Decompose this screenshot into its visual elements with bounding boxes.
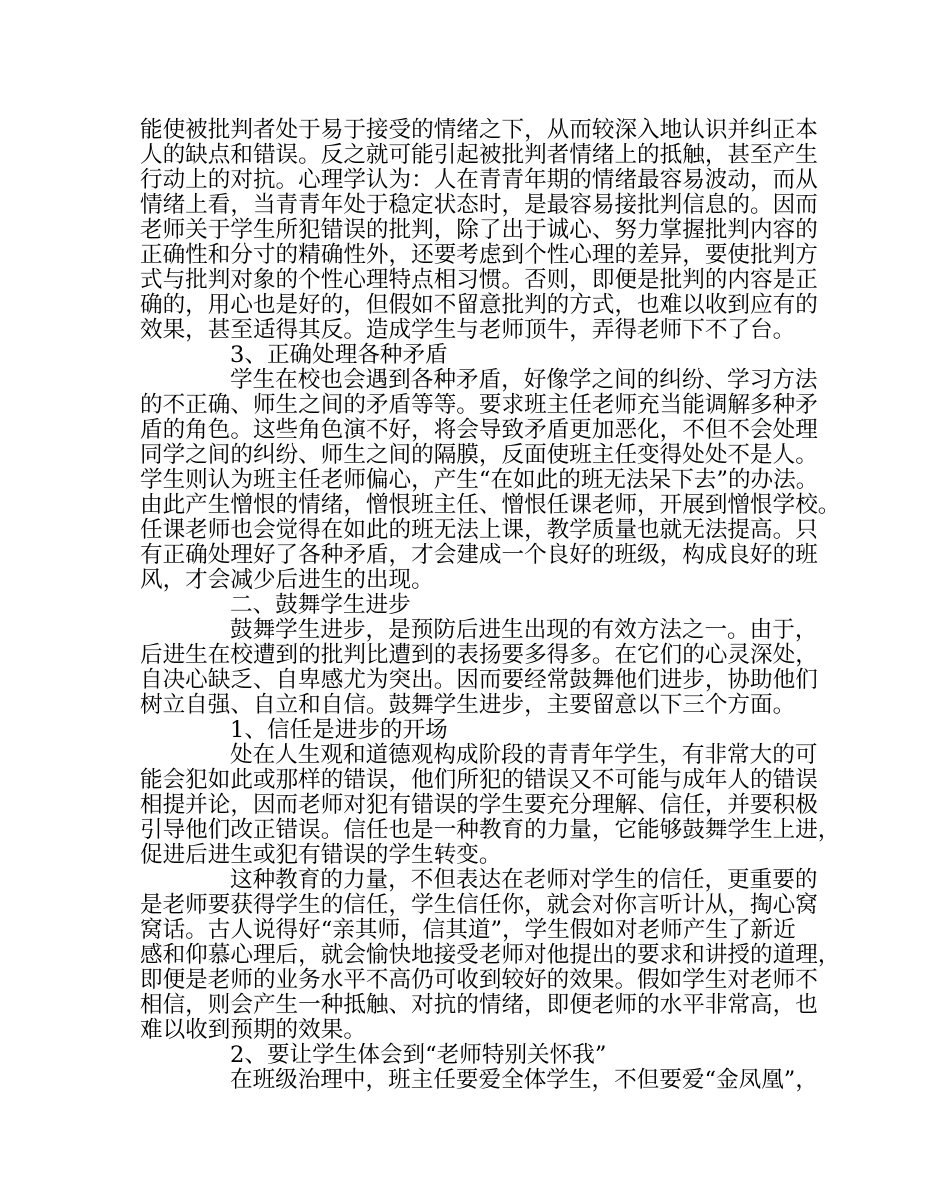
- paragraph-first-line: 鼓舞学生进步，是预防后进生出现的有效方法之一。由于，: [230, 617, 818, 643]
- text-line: 能会犯如此或那样的错误，他们所犯的错误又不可能与成年人的错误: [140, 767, 818, 793]
- paragraph-first-line: 这种教育的力量，不但表达在老师对学生的信任，更重要的: [230, 867, 818, 893]
- paragraph-first-line: 学生在校也会遇到各种矛盾，好像学之间的纠纷、学习方法: [230, 367, 818, 393]
- text-line: 确的，用心也是好的，但假如不留意批判的方式，也难以收到应有的: [140, 292, 818, 318]
- paragraph-first-line: 在班级治理中，班主任要爱全体学生，不但要爱“金凤凰”，: [230, 1067, 818, 1093]
- text-line: 难以收到预期的效果。: [140, 1017, 366, 1043]
- section-heading: 3、正确处理各种矛盾: [230, 342, 448, 368]
- text-line: 后进生在校遭到的批判比遭到的表扬要多得多。在它们的心灵深处，: [140, 642, 818, 668]
- section-heading: 二、鼓舞学生进步: [230, 592, 411, 618]
- text-line: 同学之间的纠纷、师生之间的隔膜，反面使班主任变得处处不是人。: [140, 442, 818, 468]
- text-line: 窝话。古人说得好“亲其师，信其道”，学生假如对老师产生了新近: [140, 917, 796, 943]
- text-line: 学生则认为班主任老师偏心，产生“在如此的班无法呆下去”的办法。: [140, 467, 819, 493]
- text-line: 式与批判对象的个性心理特点相习惯。否则，即便是批判的内容是正: [140, 267, 818, 293]
- text-line: 风，才会减少后进生的出现。: [140, 567, 434, 593]
- text-line: 能使被批判者处于易于接受的情绪之下，从而较深入地认识并纠正本: [140, 117, 818, 143]
- text-line: 相提并论，因而老师对犯有错误的学生要充分理解、信任，并要积极: [140, 792, 818, 818]
- text-line: 自决心缺乏、自卑感尤为突出。因而要经常鼓舞他们进步，协助他们: [140, 667, 818, 693]
- text-line: 任课老师也会觉得在如此的班无法上课，教学质量也就无法提高。只: [140, 517, 818, 543]
- text-line: 相信，则会产生一种抵触、对抗的情绪，即便老师的水平非常高，也: [140, 992, 818, 1018]
- section-heading: 1、信任是进步的开场: [230, 717, 448, 743]
- text-line: 行动上的对抗。心理学认为：人在青青年期的情绪最容易波动，而从: [140, 167, 818, 193]
- text-line: 树立自强、自立和自信。鼓舞学生进步，主要留意以下三个方面。: [140, 692, 796, 718]
- text-line: 正确性和分寸的精确性外，还要考虑到个性心理的差异，要使批判方: [140, 242, 818, 268]
- text-line: 是老师要获得学生的信任，学生信任你，就会对你言听计从，掏心窝: [140, 892, 818, 918]
- text-line: 效果，甚至适得其反。造成学生与老师顶牛，弄得老师下不了台。: [140, 317, 796, 343]
- text-line: 老师关于学生所犯错误的批判，除了出于诚心、努力掌握批判内容的: [140, 217, 818, 243]
- text-line: 的不正确、师生之间的矛盾等等。要求班主任老师充当能调解多种矛: [140, 392, 818, 418]
- paragraph-first-line: 处在人生观和道德观构成阶段的青青年学生，有非常大的可: [230, 742, 818, 768]
- section-heading: 2、要让学生体会到“老师特别关怀我”: [230, 1042, 607, 1068]
- text-line: 有正确处理好了各种矛盾，才会建成一个良好的班级，构成良好的班: [140, 542, 818, 568]
- text-line: 盾的角色。这些角色演不好，将会导致矛盾更加恶化，不但不会处理: [140, 417, 818, 443]
- text-line: 即便是老师的业务水平不高仍可收到较好的效果。假如学生对老师不: [140, 967, 818, 993]
- text-line: 情绪上看，当青青年处于稳定状态时，是最容易接批判信息的。因而: [140, 192, 818, 218]
- text-line: 促进后进生或犯有错误的学生转变。: [140, 842, 502, 868]
- text-line: 引导他们改正错误。信任也是一种教育的力量，它能够鼓舞学生上进，: [140, 817, 841, 843]
- text-line: 由此产生憎恨的情绪，憎恨班主任、憎恨任课老师，开展到憎恨学校。: [140, 492, 841, 518]
- text-line: 人的缺点和错误。反之就可能引起被批判者情绪上的抵触，甚至产生: [140, 142, 818, 168]
- text-line: 感和仰慕心理后，就会愉快地接受老师对他提出的要求和讲授的道理，: [140, 942, 841, 968]
